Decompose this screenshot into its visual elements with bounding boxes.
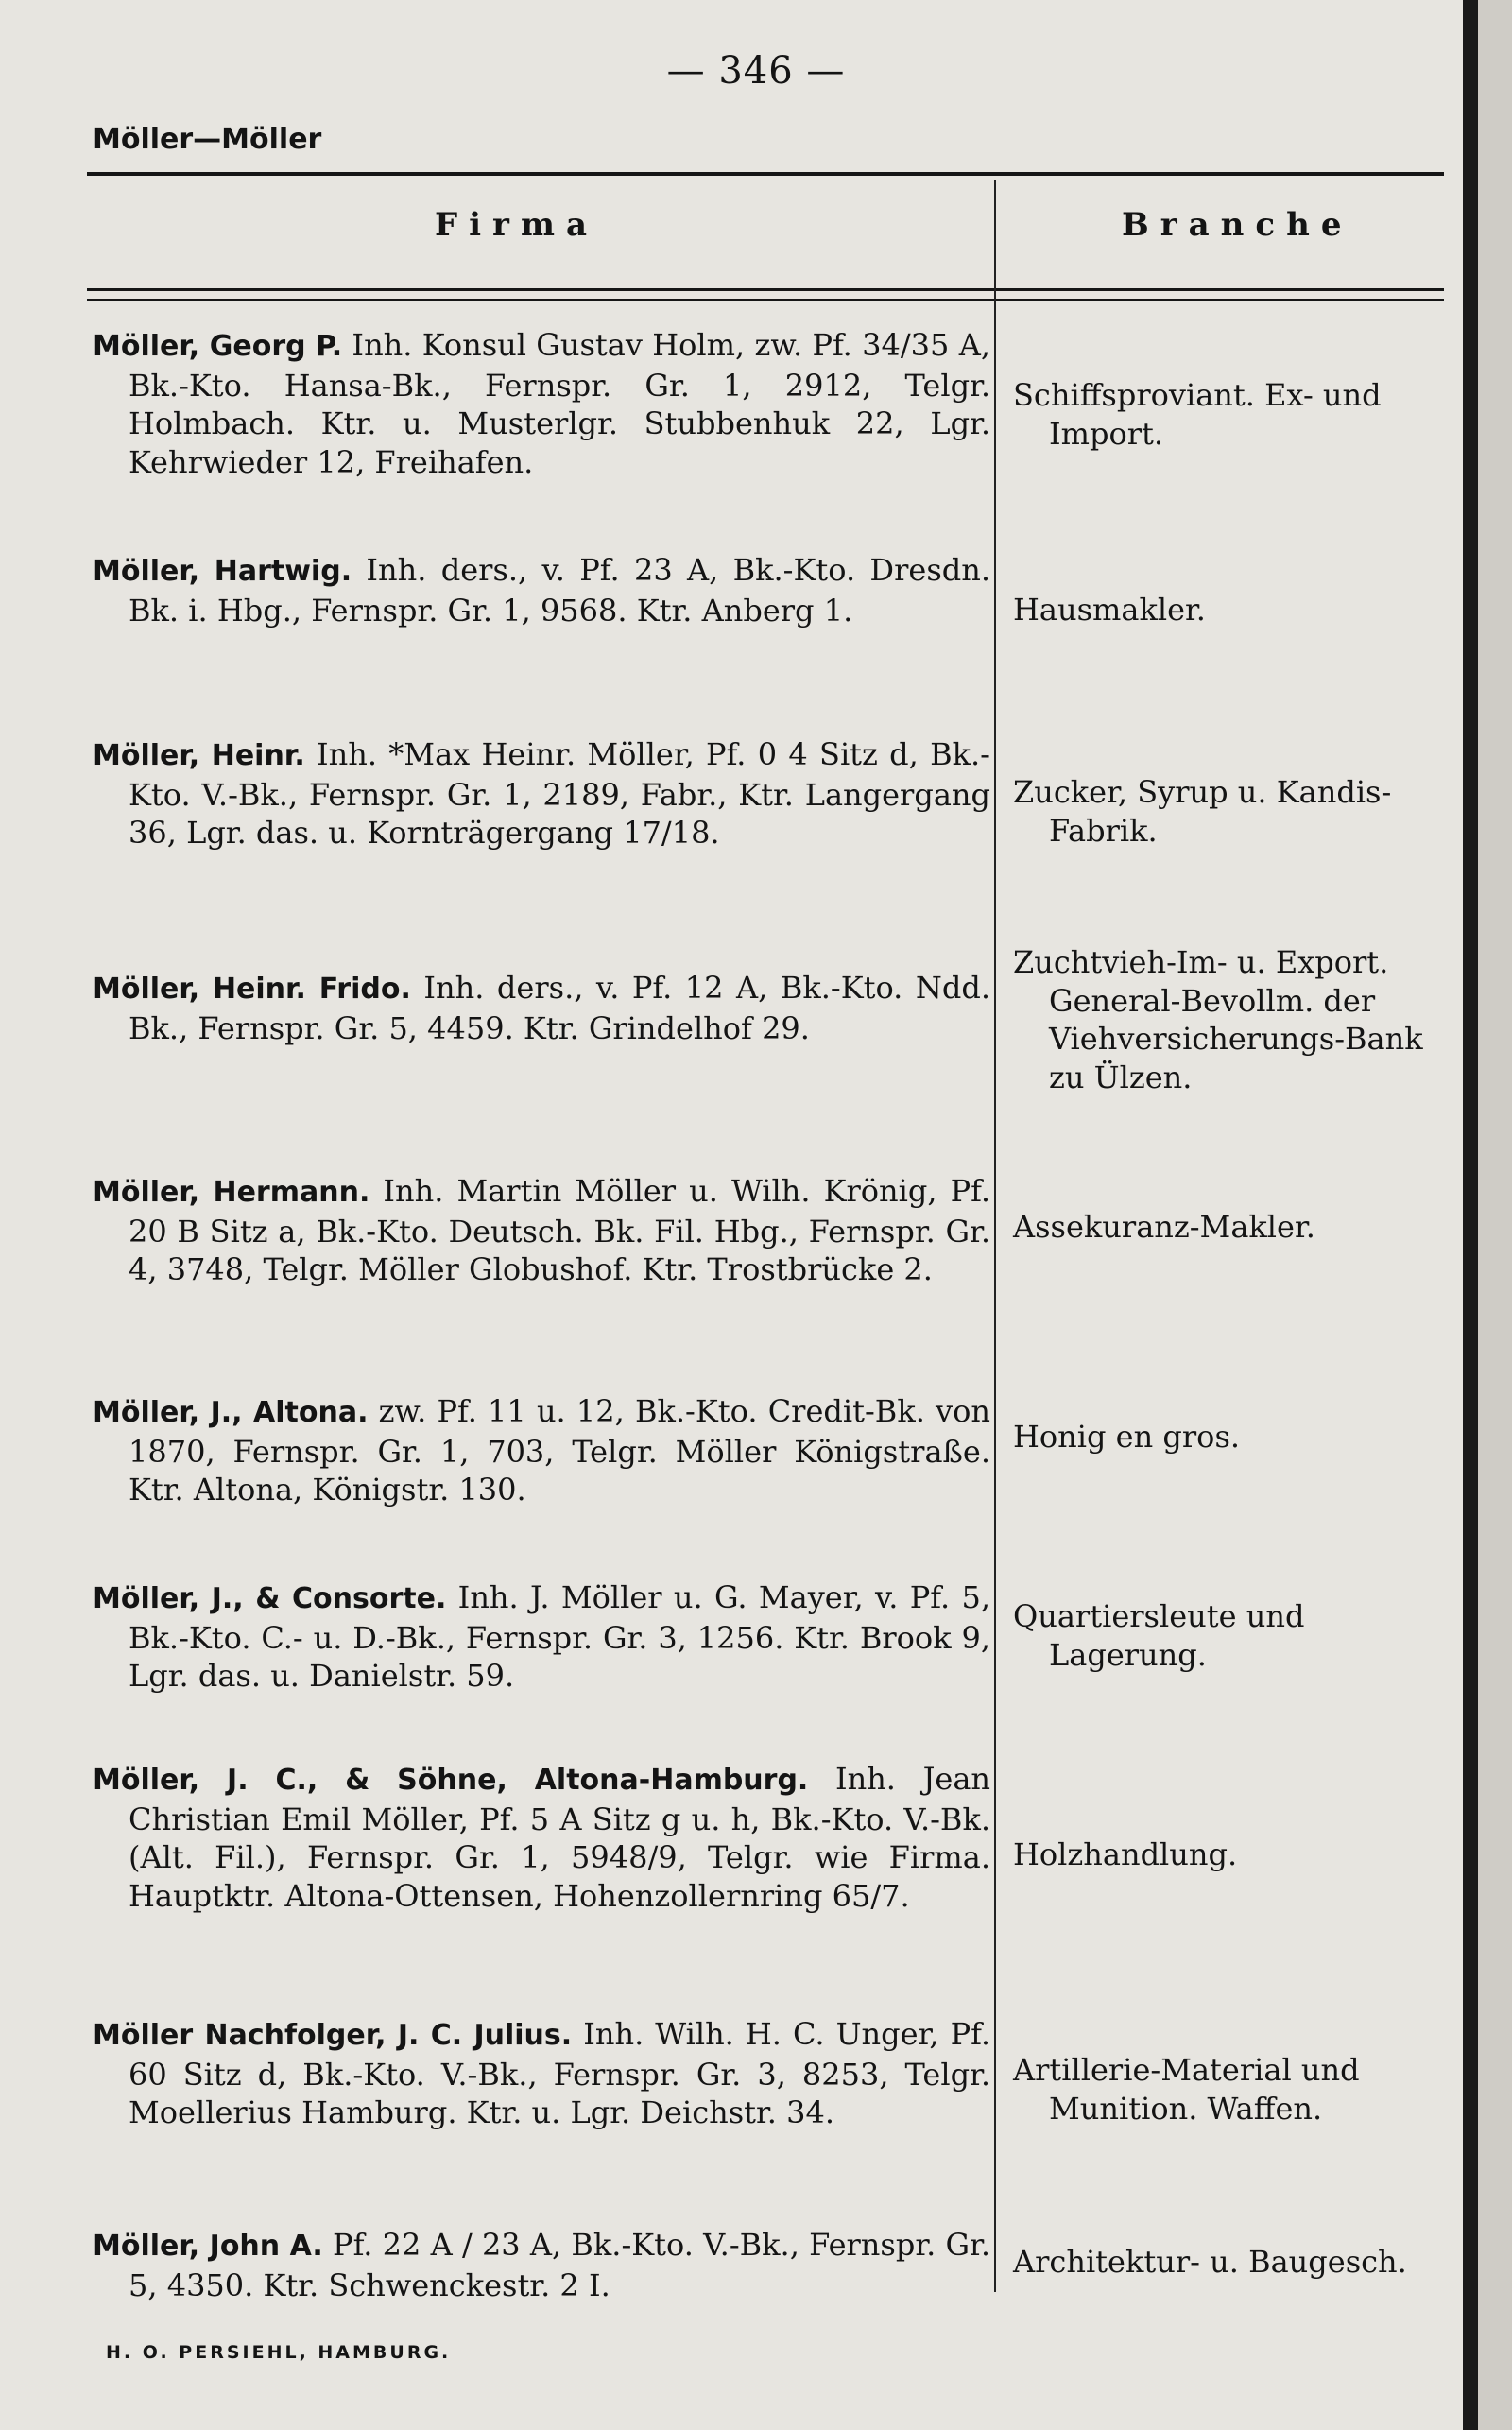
firm-name: Möller, Heinr. Frido.	[93, 973, 411, 1006]
firm-text	[93, 735, 990, 853]
branch-text: Zuchtvieh-Im- u. Export. General-Bevollm. der Viehversicherungs-Bank zu Ülzen.	[1013, 944, 1423, 1095]
firm-entry	[93, 1392, 990, 1509]
firm-entry	[93, 1578, 990, 1696]
firm-name: Möller Nachfolger, J. C. Julius.	[93, 2019, 573, 2052]
firm-text	[93, 1392, 990, 1509]
firm-text	[93, 2226, 990, 2304]
firm-details: zw. Pf. 11 u. 12, Bk.-Kto. Credit-Bk. von 1870, Fernspr. Gr. 1, 703, Telgr. Möller Königstraße. Ktr. Altona, Königstr. 130.	[129, 1393, 991, 1508]
running-head: Möller—Möller	[93, 123, 322, 156]
branch-text: Assekuranz-Makler.	[1013, 1209, 1315, 1245]
firm-details: Inh. *Max Heinr. Möller, Pf. 0 4 Sitz d, Bk.-Kto. V.-Bk., Fernspr. Gr. 1, 2189, Fabr., Ktr. Langergang 36, Lgr. das. u. Kornträgergang 17/18.	[129, 736, 990, 851]
firm-details: Inh. Konsul Gustav Holm, zw. Pf. 34/35 A, Bk.-Kto. Hansa-Bk., Fernspr. Gr. 1, 2912, Telgr. Holmbach. Ktr. u. Musterlgr. Stubbenhuk 22, Lgr. Kehrwieder 12, Freihafen.	[129, 327, 990, 480]
book-spine	[1463, 0, 1478, 2430]
branch-text: Architektur- u. Baugesch.	[1013, 2244, 1407, 2280]
firm-name: Möller, J., & Consorte.	[93, 1582, 447, 1615]
firm-entry	[93, 551, 990, 629]
firm-entry	[93, 735, 990, 853]
firm-name: Möller, J., Altona.	[93, 1396, 369, 1429]
column-header-branche: Branche	[1122, 206, 1353, 244]
firm-name: Möller, J. C., & Söhne, Altona-Hamburg.	[93, 1764, 809, 1797]
firm-entry	[93, 326, 990, 481]
page-number: — 346 —	[666, 49, 846, 93]
firm-text	[93, 326, 990, 481]
firm-name: Möller, Georg P.	[93, 330, 343, 363]
branch-text: Quartiersleute und Lagerung.	[1013, 1598, 1305, 1673]
firm-entry	[93, 969, 990, 1047]
firm-entry	[93, 1172, 990, 1289]
firm-details: Inh. Wilh. H. C. Unger, Pf. 60 Sitz d, Bk.-Kto. V.-Bk., Fernspr. Gr. 3, 8253, Telgr. Moellerius Hamburg. Ktr. u. Lgr. Deichstr. 34.	[129, 2016, 990, 2130]
header-rule	[87, 172, 1444, 176]
firm-text	[93, 1172, 990, 1289]
firm-details: Inh. ders., v. Pf. 12 A, Bk.-Kto. Ndd. Bk., Fernspr. Gr. 5, 4459. Ktr. Grindelhof 29.	[129, 970, 991, 1046]
firm-name: Möller, Hermann.	[93, 1176, 370, 1209]
double-rule-lower	[87, 299, 1444, 301]
firm-details: Inh. ders., v. Pf. 23 A, Bk.-Kto. Dresdn. Bk. i. Hbg., Fernspr. Gr. 1, 9568. Ktr. Anberg 1.	[129, 552, 991, 629]
printer-imprint: H. O. PERSIEHL, HAMBURG.	[106, 2342, 452, 2363]
firm-details: Inh. Jean Christian Emil Möller, Pf. 5 A Sitz g u. h, Bk.-Kto. V.-Bk. (Alt. Fil.), Fernspr. Gr. 1, 5948/9, Telgr. wie Firma. Hauptktr. Altona-Ottensen, Hohenzollernring 65/7.	[129, 1761, 991, 1914]
branch-text: Schiffsproviant. Ex- und Import.	[1013, 377, 1382, 452]
firm-entry	[93, 2015, 990, 2132]
column-divider	[994, 180, 996, 2292]
firm-name: Möller, Heinr.	[93, 739, 305, 772]
branch-text: Artillerie-Material und Munition. Waffen.	[1013, 2052, 1360, 2127]
firm-text	[93, 2015, 990, 2132]
firm-name: Möller, John A.	[93, 2230, 323, 2263]
firm-details: Inh. Martin Möller u. Wilh. Krönig, Pf. 20 B Sitz a, Bk.-Kto. Deutsch. Bk. Fil. Hbg., Fernspr. Gr. 4, 3748, Telgr. Möller Globushof. Ktr. Trostbrücke 2.	[129, 1173, 991, 1287]
branch-text: Zucker, Syrup u. Kandis-Fabrik.	[1013, 774, 1392, 849]
page-edge	[1478, 0, 1512, 2430]
branch-text: Holzhandlung.	[1013, 1836, 1238, 1872]
firm-details: Pf. 22 A / 23 A, Bk.-Kto. V.-Bk., Fernspr. Gr. 5, 4350. Ktr. Schwenckestr. 2 I.	[129, 2227, 991, 2303]
firm-text	[93, 1760, 990, 1915]
firm-entry	[93, 1760, 990, 1915]
firm-text	[93, 1578, 990, 1696]
double-rule-upper	[87, 288, 1444, 291]
firm-details: Inh. J. Möller u. G. Mayer, v. Pf. 5, Bk.-Kto. C.- u. D.-Bk., Fernspr. Gr. 3, 1256. Ktr. Brook 9, Lgr. das. u. Danielstr. 59.	[129, 1579, 990, 1694]
branch-text: Honig en gros.	[1013, 1419, 1241, 1455]
firm-name: Möller, Hartwig.	[93, 555, 352, 588]
firm-text	[93, 551, 990, 629]
firm-entry	[93, 2226, 990, 2304]
branch-text: Hausmakler.	[1013, 592, 1206, 628]
firm-text	[93, 969, 990, 1047]
column-header-firma: Firma	[435, 206, 598, 244]
